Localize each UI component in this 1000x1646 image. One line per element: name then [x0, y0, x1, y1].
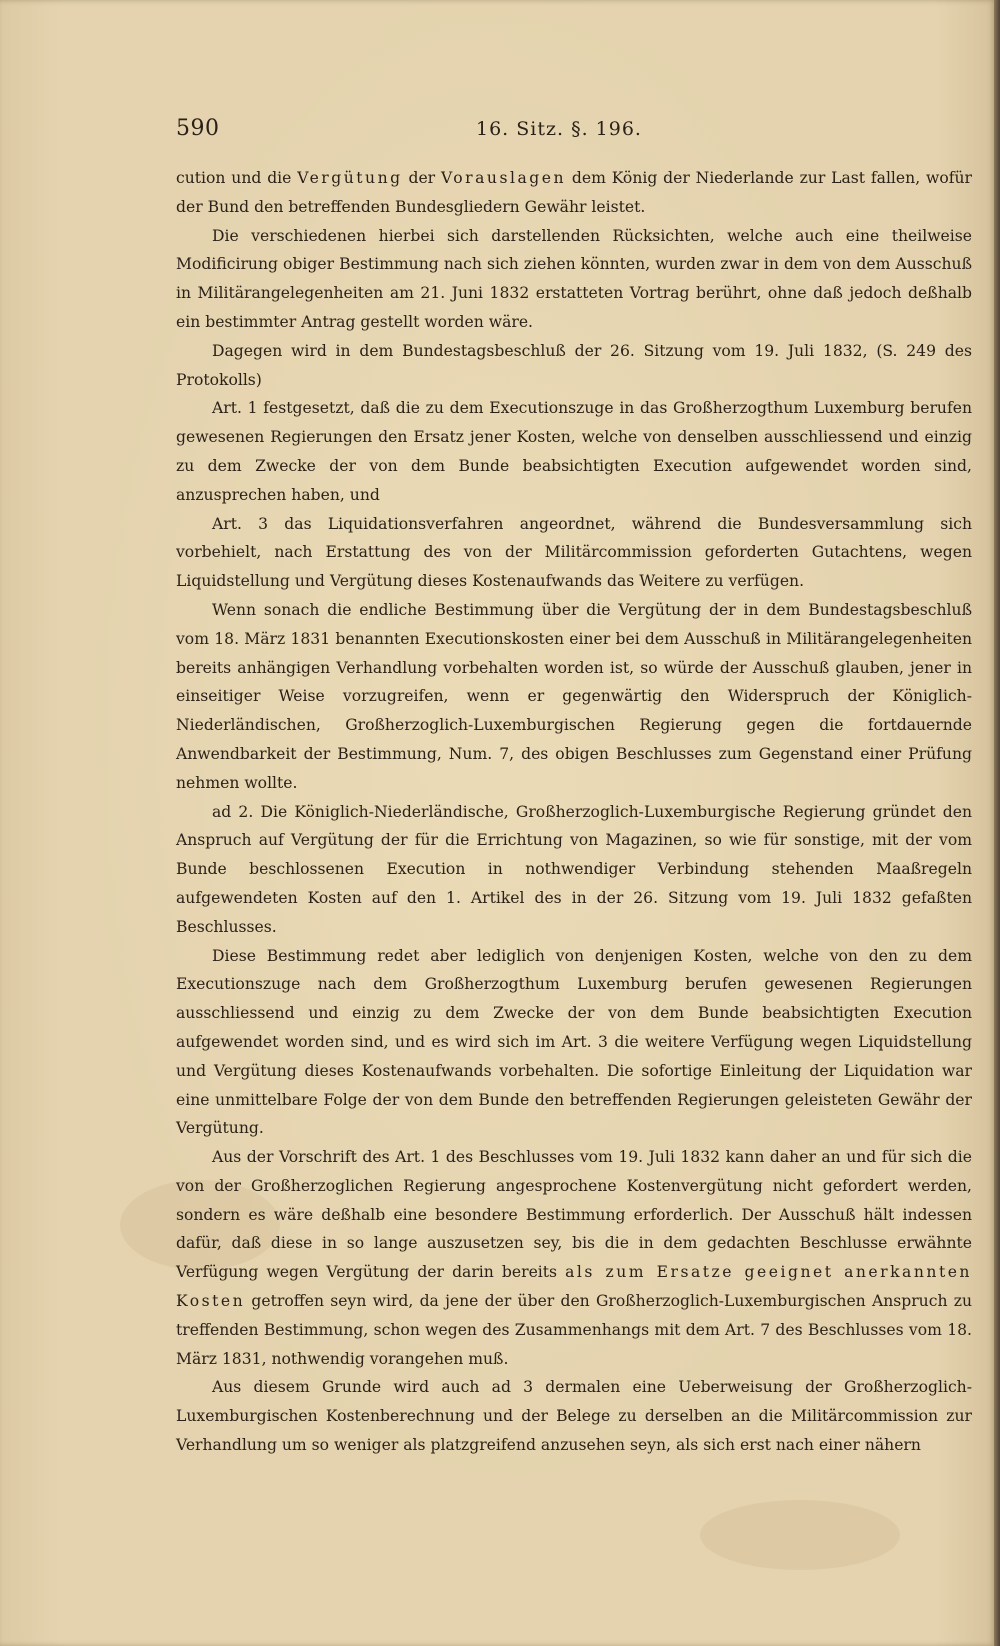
text-run: getroffen seyn wird, da jene der über den Großherzoglich-Luxemburgischen Anspruch zu treffenden Bestimmung, schon wegen des Zusammenhangs mit dem Art. 7 des Beschlusses vom 18. März 1831, nothwendig vorangehen muß.: [176, 1292, 972, 1368]
body-text: [176, 164, 972, 1460]
text-run: dem König der Niederlande zur Last fallen, wofür der Bund den betreffenden Bundesgliedern Gewähr leistet.: [176, 169, 972, 216]
paragraph-6: Wenn sonach die endliche Bestimmung über die Vergütung der in dem Bundestagsbeschluß vom 18. März 1831 benannten Executionskosten einer bei dem Ausschuß in Militärangelegenheiten bereits anhängigen Verhandlung vorbehalten worden ist, so würde der Ausschuß glauben, jener in einseitiger Weise vorzugreifen, wenn er gegenwärtig den Widerspruch der Königlich-Niederländischen, Großherzoglich-Luxemburgischen Regierung gegen die fortdauernde Anwendbarkeit der Bestimmung, Num. 7, des obigen Beschlusses zum Gegenstand einer Prüfung nehmen wollte.: [176, 600, 972, 792]
paragraph-2: Die verschiedenen hierbei sich darstellenden Rücksichten, welche auch eine theilweise Modificirung obiger Bestimmung nach sich ziehen könnten, wurden zwar in dem von dem Ausschuß in Militärangelegenheiten am 21. Juni 1832 erstatteten Vortrag berührt, ohne daß jedoch deßhalb ein bestimmter Antrag gestellt worden wäre.: [176, 226, 972, 331]
spaced-text: Vergütung: [297, 169, 403, 187]
paper-stain: [700, 1500, 900, 1570]
paragraph-5: Art. 3 das Liquidationsverfahren angeordnet, während die Bundesversammlung sich vorbehielt, nach Erstattung des von der Militärcommission geforderten Gutachtens, wegen Liquidstellung und Vergütung dieses Kostenaufwands das Weitere zu verfügen.: [176, 514, 972, 591]
paragraph-7: ad 2. Die Königlich-Niederländische, Großherzoglich-Luxemburgische Regierung gründet den Anspruch auf Vergütung der für die Errichtung von Magazinen, so wie für sonstige, mit der vom Bunde beschlossenen Execution in nothwendiger Verbindung stehenden Maaßregeln aufgewendeten Kosten auf den 1. Artikel des in der 26. Sitzung vom 19. Juli 1832 gefaßten Beschlusses.: [176, 802, 972, 936]
spaced-text: als zum Ersatze geeignet anerkannten Kosten: [176, 1263, 972, 1311]
paragraph-3: Dagegen wird in dem Bundestagsbeschluß der 26. Sitzung vom 19. Juli 1832, (S. 249 des Protokolls): [176, 341, 972, 389]
running-head: 16. Sitz. §. 196.: [476, 118, 642, 140]
text-run: der: [402, 169, 441, 187]
page-header: [176, 116, 816, 152]
paragraph-10: Aus diesem Grunde wird auch ad 3 dermalen eine Ueberweisung der Großherzoglich-Luxemburgischen Kostenberechnung und der Belege zu derselben an die Militärcommission zur Verhandlung um so weniger als platzgreifend anzusehen seyn, als sich erst nach einer nähern: [176, 1378, 972, 1455]
paragraph-1: [176, 164, 972, 222]
spaced-text: Vorauslagen: [440, 169, 567, 187]
page-edge: [994, 0, 1000, 1646]
text-run: Aus der Vorschrift des Art. 1 des Beschlusses vom 19. Juli 1832 kann daher an und für sich die von der Großherzoglichen Regierung angesprochene Kostenvergütung nicht gefordert werden, sondern es wäre deßhalb eine besondere Bestimmung erforderlich. Der Ausschuß hält indessen dafür, daß diese in so lange auszusetzen sey, bis die in dem gedachten Beschlusse erwähnte Verfügung wegen Vergütung der darin bereits: [176, 1148, 972, 1282]
paragraph-8: Diese Bestimmung redet aber lediglich von denjenigen Kosten, welche von den zu dem Executionszuge nach dem Großherzogthum Luxemburg berufen gewesenen Regierungen ausschliessend und einzig zu dem Zwecke der von dem Bunde beabsichtigten Execution aufgewendet worden sind, und es wird sich im Art. 3 die weitere Verfügung wegen Liquidstellung und Vergütung dieses Kostenaufwands vorbehalten. Die sofortige Einleitung der Liquidation war eine unmittelbare Folge der von dem Bunde den betreffenden Regierungen geleisteten Gewähr der Vergütung.: [176, 946, 972, 1138]
paragraph-9: [176, 1143, 972, 1373]
paragraph-4: Art. 1 festgesetzt, daß die zu dem Executionszuge in das Großherzogthum Luxemburg berufen gewesenen Regierungen den Ersatz jener Kosten, welche von denselben ausschliessend und einzig zu dem Zwecke der von dem Bunde beabsichtigten Execution aufgewendet worden sind, anzusprechen haben, und: [176, 399, 972, 504]
page-number: 590: [176, 116, 220, 141]
text-run: cution und die: [176, 169, 298, 187]
